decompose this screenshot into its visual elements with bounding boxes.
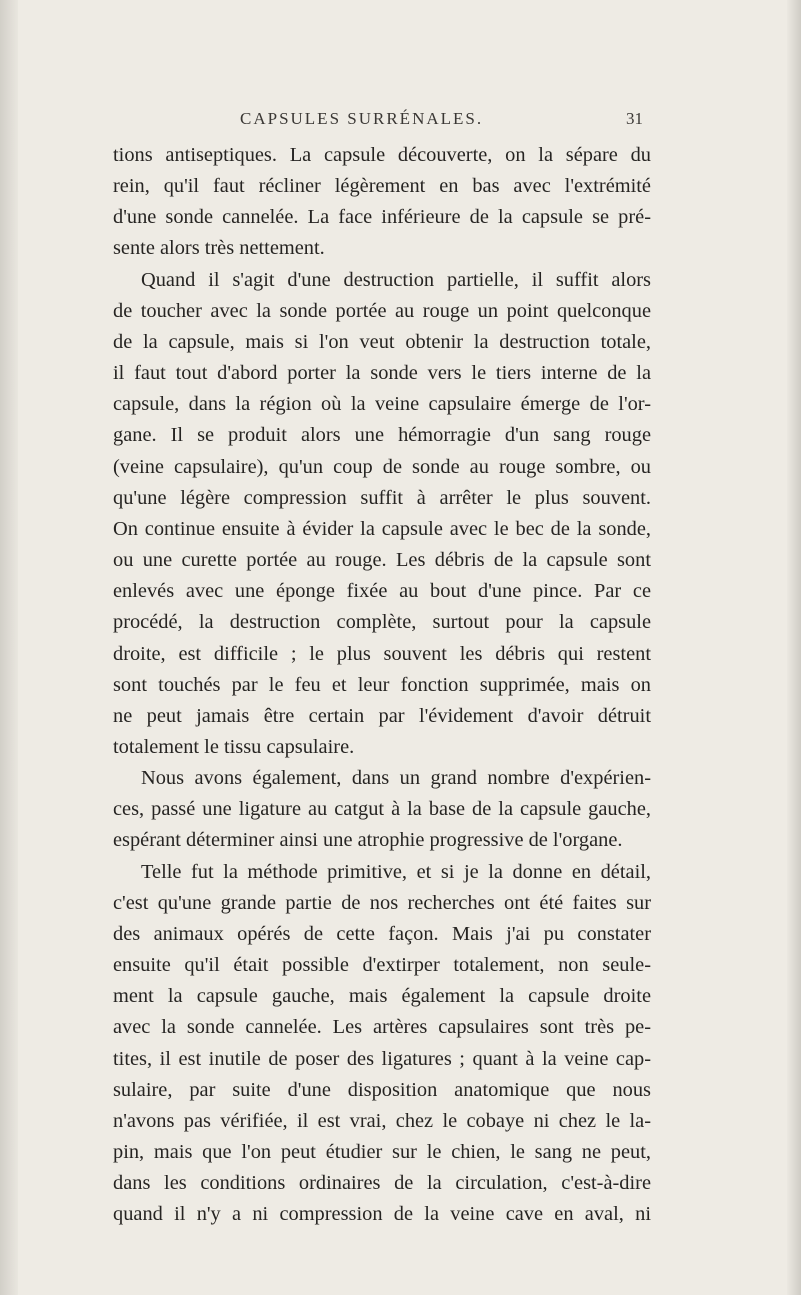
text-line: totalement le tissu capsulaire. <box>113 735 355 758</box>
text-line: pin, mais que l'on peut étudier sur le chien, le sang ne peut, <box>113 1141 651 1163</box>
text-line: capsule, dans la région où la veine capsulaire émerge de l'or- <box>113 393 651 416</box>
page-gutter-shadow <box>0 0 18 1295</box>
text-line: sont touchés par le feu et leur fonction supprimée, mais on <box>113 673 651 696</box>
text-line: droite, est difficile ; le plus souvent les débris qui restent <box>113 642 651 665</box>
text-line: dans les conditions ordinaires de la circulation, c'est-à-dire <box>113 1172 651 1195</box>
body-text <box>113 140 651 1230</box>
text-line: ou une curette portée au rouge. Les débris de la capsule sont <box>113 549 651 572</box>
text-line: ment la capsule gauche, mais également la capsule droite <box>113 985 651 1008</box>
text-line: ensuite qu'il était possible d'extirper totalement, non seule- <box>113 954 651 977</box>
text-line: ces, passé une ligature au catgut à la base de la capsule gauche, <box>113 798 651 821</box>
text-line: gane. Il se produit alors une hémorragie d'un sang rouge <box>113 424 651 447</box>
page-number: 31 <box>626 109 643 128</box>
text-line: sente alors très nettement. <box>113 237 325 260</box>
running-head: CAPSULES SURRÉNALES. <box>240 109 484 128</box>
text-line: quand il n'y a ni compression de la veine cave en aval, ni <box>113 1203 651 1226</box>
text-line: ne peut jamais être certain par l'évidement d'avoir détruit <box>113 704 651 727</box>
text-line: c'est qu'une grande partie de nos recherches ont été faites sur <box>113 891 651 914</box>
text-line: Quand il s'agit d'une destruction partielle, il suffit alors <box>141 268 651 291</box>
text-line: il faut tout d'abord porter la sonde vers le tiers interne de la <box>113 362 651 385</box>
text-line: avec la sonde cannelée. Les artères capsulaires sont très pe- <box>113 1016 651 1039</box>
text-line: (veine capsulaire), qu'un coup de sonde au rouge sombre, ou <box>113 455 651 478</box>
text-line: Telle fut la méthode primitive, et si je la donne en détail, <box>141 860 651 883</box>
text-line: des animaux opérés de cette façon. Mais j'ai pu constater <box>113 922 651 945</box>
text-line: n'avons pas vérifiée, il est vrai, chez le cobaye ni chez le la- <box>113 1109 651 1132</box>
text-line: de la capsule, mais si l'on veut obtenir la destruction totale, <box>113 330 651 353</box>
page-right-edge <box>787 0 801 1295</box>
text-line: Nous avons également, dans un grand nombre d'expérien- <box>141 767 651 790</box>
text-line: qu'une légère compression suffit à arrêter le plus souvent. <box>113 486 651 509</box>
text-line: espérant déterminer ainsi une atrophie progressive de l'organe. <box>113 829 623 852</box>
text-line: On continue ensuite à évider la capsule avec le bec de la sonde, <box>113 517 651 540</box>
text-line: tites, il est inutile de poser des ligatures ; quant à la veine cap- <box>113 1047 651 1070</box>
text-line: d'une sonde cannelée. La face inférieure de la capsule se pré- <box>113 206 651 229</box>
text-line: tions antiseptiques. La capsule découverte, on la sépare du <box>113 144 651 166</box>
text-line: procédé, la destruction complète, surtout pour la capsule <box>113 611 651 634</box>
text-line: rein, qu'il faut récliner légèrement en bas avec l'extrémité <box>113 175 651 198</box>
text-line: de toucher avec la sonde portée au rouge un point quelconque <box>113 299 651 322</box>
text-line: sulaire, par suite d'une disposition anatomique que nous <box>113 1078 651 1101</box>
text-line: enlevés avec une éponge fixée au bout d'une pince. Par ce <box>113 580 651 603</box>
